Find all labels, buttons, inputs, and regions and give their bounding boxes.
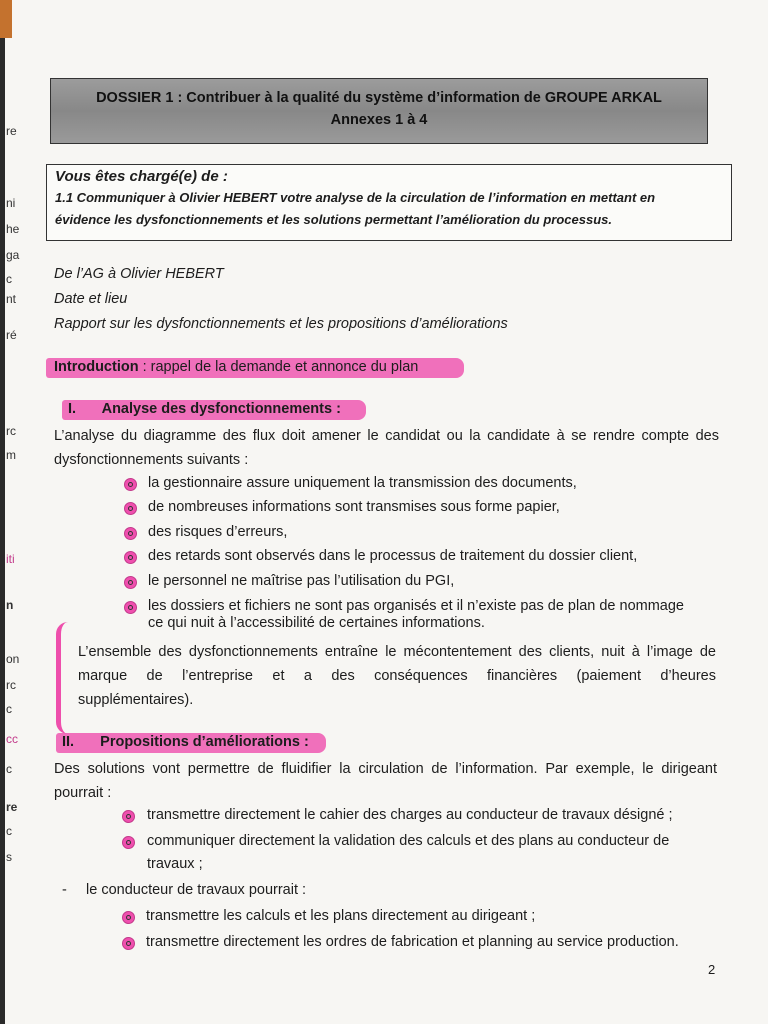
dysfunction-item: de nombreuses informations sont transmises sous forme papier,: [148, 499, 560, 515]
bullet-icon: [122, 836, 135, 849]
margin-fragment: ni: [6, 196, 16, 210]
margin-fragment: c: [6, 762, 12, 776]
section-2-number: II.: [62, 734, 75, 750]
margin-fragment: c: [6, 824, 12, 838]
dash-marker: -: [62, 882, 67, 898]
conclusion-line-1: L’ensemble des dysfonctionnements entraîne le mécontentement des clients, nuit à l’image de: [78, 644, 716, 660]
dossier-title: DOSSIER 1 : Contribuer à la qualité du système d’information de GROUPE ARKAL: [96, 90, 662, 106]
task-heading: Vous êtes chargé(e) de :: [55, 168, 228, 185]
section-1-intro: [54, 424, 719, 472]
margin-fragment: cc: [6, 732, 18, 746]
margin-fragment: nt: [6, 292, 17, 306]
section-2-intro-line-2: pourrait :: [54, 785, 112, 801]
margin-fragment: re: [6, 800, 18, 814]
margin-fragment: c: [6, 702, 12, 716]
section-2-title: Propositions d’améliorations :: [100, 734, 309, 750]
improvement-item: transmettre directement les ordres de fabrication et planning au service production.: [146, 934, 679, 950]
bullet-icon: [122, 937, 135, 950]
section-1-title: Analyse des dysfonctionnements :: [101, 401, 341, 417]
margin-fragment: on: [6, 652, 20, 666]
improvement-item-continuation: travaux ;: [147, 856, 203, 872]
margin-fragment: ga: [6, 248, 20, 262]
handwritten-bracket: [56, 622, 75, 734]
margin-fragment: rc: [6, 678, 16, 692]
task-line-2: évidence les dysfonctionnements et les solutions permettant l’amélioration du processus.: [55, 212, 612, 227]
bullet-icon: [124, 601, 137, 614]
section-1-heading: [68, 401, 341, 417]
bullet-icon: [122, 810, 135, 823]
dossier-header: [50, 78, 708, 144]
bullet-icon: [124, 527, 137, 540]
page-left-edge: [0, 0, 5, 1024]
memo-from: De l’AG à Olivier HEBERT: [54, 266, 224, 282]
task-box: [46, 164, 732, 241]
margin-fragment: c: [6, 272, 12, 286]
binder-tab: [0, 0, 12, 38]
improvement-item: transmettre les calculs et les plans directement au dirigeant ;: [146, 908, 536, 924]
margin-fragment: iti: [6, 552, 15, 566]
dossier-subtitle: Annexes 1 à 4: [330, 112, 428, 128]
section-2-heading: [62, 734, 309, 750]
margin-fragment: re: [6, 124, 17, 138]
bullet-icon: [124, 478, 137, 491]
dysfunction-item: la gestionnaire assure uniquement la transmission des documents,: [148, 475, 577, 491]
improvement-item: transmettre directement le cahier des charges au conducteur de travaux désigné ;: [147, 807, 673, 823]
memo-subject: Rapport sur les dysfonctionnements et les propositions d’améliorations: [54, 316, 508, 332]
task-line-1: 1.1 Communiquer à Olivier HEBERT votre analyse de la circulation de l’information en mettant en: [55, 190, 656, 205]
bullet-icon: [124, 502, 137, 515]
section-1-number: I.: [68, 401, 77, 417]
bullet-icon: [124, 551, 137, 564]
dysfunction-item: des retards sont observés dans le processus de traitement du dossier client,: [148, 548, 638, 564]
memo-date: Date et lieu: [54, 291, 128, 307]
margin-fragment: ré: [6, 328, 17, 342]
margin-fragment: rc: [6, 424, 16, 438]
section-1-intro-line-1: L’analyse du diagramme des flux doit amener le candidat ou la candidate à se rendre compte des: [54, 428, 719, 444]
section-1-conclusion: [78, 640, 716, 712]
section-2-intro: [54, 757, 717, 805]
margin-fragment: m: [6, 448, 16, 462]
dysfunction-item: le personnel ne maîtrise pas l’utilisation du PGI,: [148, 573, 455, 589]
section-1-intro-line-2: dysfonctionnements suivants :: [54, 452, 249, 468]
bullet-icon: [122, 911, 135, 924]
introduction-text: : rappel de la demande et annonce du plan: [138, 359, 419, 375]
conclusion-line-3: supplémentaires).: [78, 692, 194, 708]
bullet-icon: [124, 576, 137, 589]
margin-fragment: s: [6, 850, 12, 864]
improvement-item: communiquer directement la validation des calculs et des plans au conducteur de: [147, 833, 670, 849]
dysfunction-item-continuation: ce qui nuit à l’accessibilité de certaines informations.: [148, 615, 485, 631]
sub-intro: le conducteur de travaux pourrait :: [86, 882, 307, 898]
introduction-label: Introduction: [54, 359, 139, 375]
conclusion-line-2: marque de l’entreprise et a des conséquences financières (paiement d’heures: [78, 668, 716, 684]
page-number: 2: [708, 962, 716, 977]
margin-fragment: n: [6, 598, 14, 612]
introduction-line: [54, 359, 418, 375]
section-2-intro-line-1: Des solutions vont permettre de fluidifier la circulation de l’information. Par exemple, le dirigeant: [54, 761, 717, 777]
dysfunction-item: les dossiers et fichiers ne sont pas organisés et il n’existe pas de plan de nommage: [148, 598, 684, 614]
dysfunction-item: des risques d’erreurs,: [148, 524, 288, 540]
margin-fragment: he: [6, 222, 20, 236]
